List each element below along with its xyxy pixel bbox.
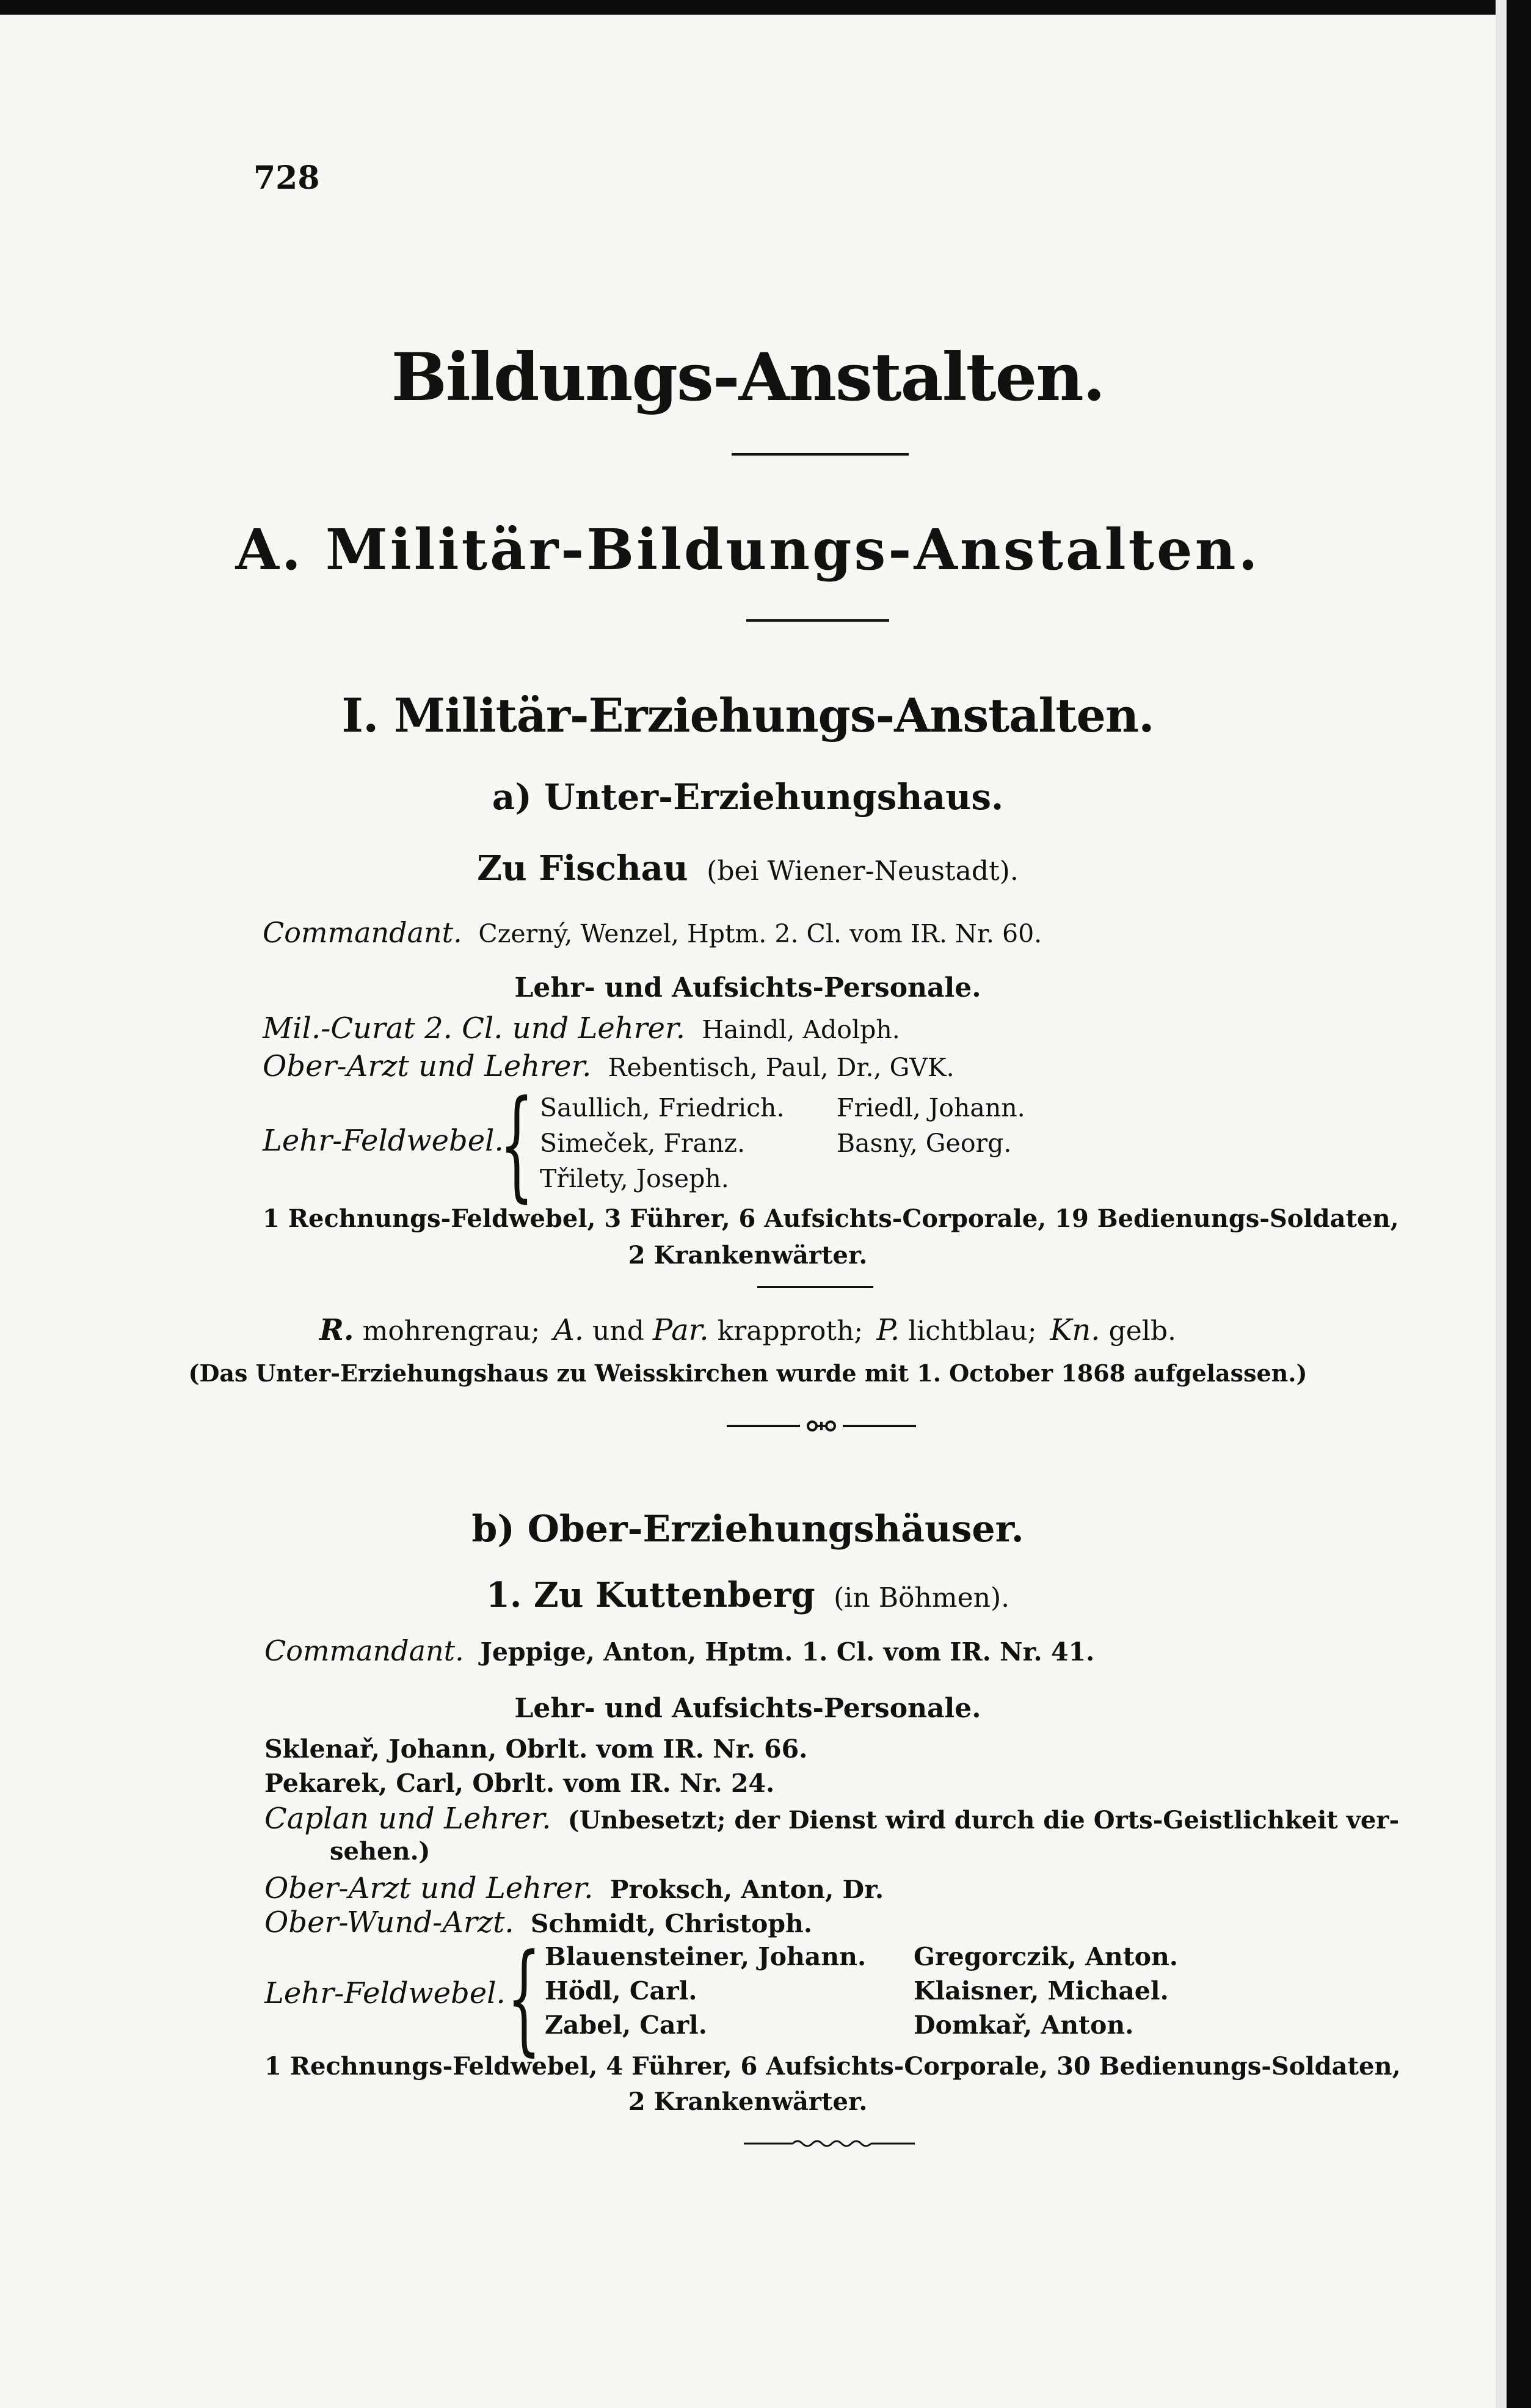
wundarzt-label: Ober-Wund-Arzt. <box>264 1905 514 1940</box>
color-code-r: R. <box>319 1313 354 1347</box>
part-a-location: Zu Fischau <box>477 848 688 889</box>
caplan-value: (Unbesetzt; der Dienst wird durch die Orts-Geistlichkeit ver- <box>567 1806 1400 1835</box>
part-a-feldwebel-2: Simeček, Franz. <box>540 1129 746 1158</box>
color-par-text: krapproth; <box>717 1315 864 1347</box>
part-b-staff-line-2: Pekarek, Carl, Obrlt. vom IR. Nr. 24. <box>264 1769 775 1798</box>
part-b-feldwebel-4: Gregorczik, Anton. <box>914 1942 1179 1971</box>
arzt-label-b: Ober-Arzt und Lehrer. <box>264 1871 594 1905</box>
part-b-summary-2: 2 Krankenwärter. <box>628 2087 868 2116</box>
title-rule <box>732 453 909 456</box>
part-a-feldwebel-3: Třilety, Joseph. <box>540 1164 729 1193</box>
part-a-heading: a) Unter-Erziehungshaus. <box>492 776 1004 818</box>
part-b-staff-heading: Lehr- und Aufsichts-Personale. <box>514 1693 981 1724</box>
part-b-brace: { <box>507 1929 542 2068</box>
section-a-heading: A. Militär-Bildungs-Anstalten. <box>235 517 1260 583</box>
part-a-location-line <box>0 848 1496 889</box>
color-und: und <box>592 1315 644 1347</box>
part-a-feldwebel-5: Basny, Georg. <box>837 1129 1012 1158</box>
part-b-caplan-cont: sehen.) <box>330 1837 431 1866</box>
part-a-commandant <box>263 918 1042 947</box>
color-code-a: A. <box>553 1313 584 1347</box>
part-b-feldwebel-label: Lehr-Feldwebel. <box>264 1976 506 2010</box>
document-page <box>0 15 1496 2408</box>
scan-border-right <box>1507 0 1531 2408</box>
part-b-feldwebel-5: Klaisner, Michael. <box>914 1976 1169 2006</box>
color-code-par: Par. <box>652 1313 709 1347</box>
commandant-label-b: Commandant. <box>264 1634 464 1667</box>
caplan-label: Caplan und Lehrer. <box>264 1802 551 1836</box>
part-b-feldwebel-2: Hödl, Carl. <box>545 1976 697 2006</box>
part-b-location-line <box>0 1575 1496 1615</box>
ornament-divider <box>727 1417 916 1435</box>
section-1-heading: I. Militär-Erziehungs-Anstalten. <box>341 688 1154 743</box>
commandant-value-b: Jeppige, Anton, Hptm. 1. Cl. vom IR. Nr. 41. <box>480 1637 1095 1667</box>
color-code-kn: Kn. <box>1050 1313 1100 1347</box>
part-a-feldwebel-1: Saullich, Friedrich. <box>540 1093 785 1122</box>
part-b-location: 1. Zu Kuttenberg <box>485 1575 815 1615</box>
curat-value: Haindl, Adolph. <box>702 1015 900 1044</box>
part-b-heading: b) Ober-Erziehungshäuser. <box>471 1508 1024 1551</box>
part-b-caplan-line <box>264 1802 1400 1836</box>
color-code-p: P. <box>876 1313 900 1347</box>
part-a-colors <box>0 1315 1496 1345</box>
part-b-feldwebel-3: Zabel, Carl. <box>545 2010 708 2040</box>
wundarzt-value: Schmidt, Christoph. <box>530 1909 813 1938</box>
part-b-feldwebel-6: Domkař, Anton. <box>914 2010 1134 2040</box>
curat-label: Mil.-Curat 2. Cl. und Lehrer. <box>263 1011 686 1046</box>
part-a-feldwebel-label: Lehr-Feldwebel. <box>263 1124 504 1158</box>
commandant-value: Czerný, Wenzel, Hptm. 2. Cl. vom IR. Nr. 60. <box>478 919 1042 948</box>
part-a-arzt-line <box>263 1049 955 1083</box>
arzt-value-b: Proksch, Anton, Dr. <box>609 1875 884 1904</box>
part-b-commandant <box>264 1634 1095 1667</box>
part-b-summary-1: 1 Rechnungs-Feldwebel, 4 Führer, 6 Aufsichts-Corporale, 30 Bedienungs-Soldaten, <box>264 2052 1401 2081</box>
arzt-label: Ober-Arzt und Lehrer. <box>263 1049 592 1083</box>
part-b-feldwebel-1: Blauensteiner, Johann. <box>545 1942 867 1971</box>
part-b-staff-line-1: Sklenař, Johann, Obrlt. vom IR. Nr. 66. <box>264 1734 808 1764</box>
part-a-curat-line <box>263 1011 900 1046</box>
part-a-summary-2: 2 Krankenwärter. <box>628 1241 868 1270</box>
part-a-feldwebel-4: Friedl, Johann. <box>837 1093 1025 1122</box>
part-a-summary-1: 1 Rechnungs-Feldwebel, 3 Führer, 6 Aufsichts-Corporale, 19 Bedienungs-Soldaten, <box>263 1204 1399 1233</box>
part-a-location-note: (bei Wiener-Neustadt). <box>707 856 1019 887</box>
arzt-value: Rebentisch, Paul, Dr., GVK. <box>608 1053 955 1082</box>
part-b-arzt-line <box>264 1871 884 1905</box>
color-r-text: mohrengrau; <box>362 1315 540 1347</box>
scan-page-edge <box>1496 0 1507 2408</box>
part-b-location-note: (in Böhmen). <box>834 1582 1010 1613</box>
part-a-note: (Das Unter-Erziehungshaus zu Weisskirchen wurde mit 1. October 1868 aufgelassen.) <box>188 1359 1307 1387</box>
part-a-brace: { <box>500 1075 534 1214</box>
color-p-text: lichtblau; <box>908 1315 1037 1347</box>
part-a-rule <box>757 1286 873 1288</box>
section-a-rule <box>746 619 889 622</box>
page-title: Bildungs-Anstalten. <box>391 339 1105 416</box>
end-divider <box>744 2137 915 2150</box>
commandant-label: Commandant. <box>263 916 462 949</box>
page-number: 728 <box>253 159 320 197</box>
scan-border-top <box>0 0 1531 15</box>
color-kn-text: gelb. <box>1108 1315 1176 1347</box>
part-a-staff-heading: Lehr- und Aufsichts-Personale. <box>514 972 981 1003</box>
